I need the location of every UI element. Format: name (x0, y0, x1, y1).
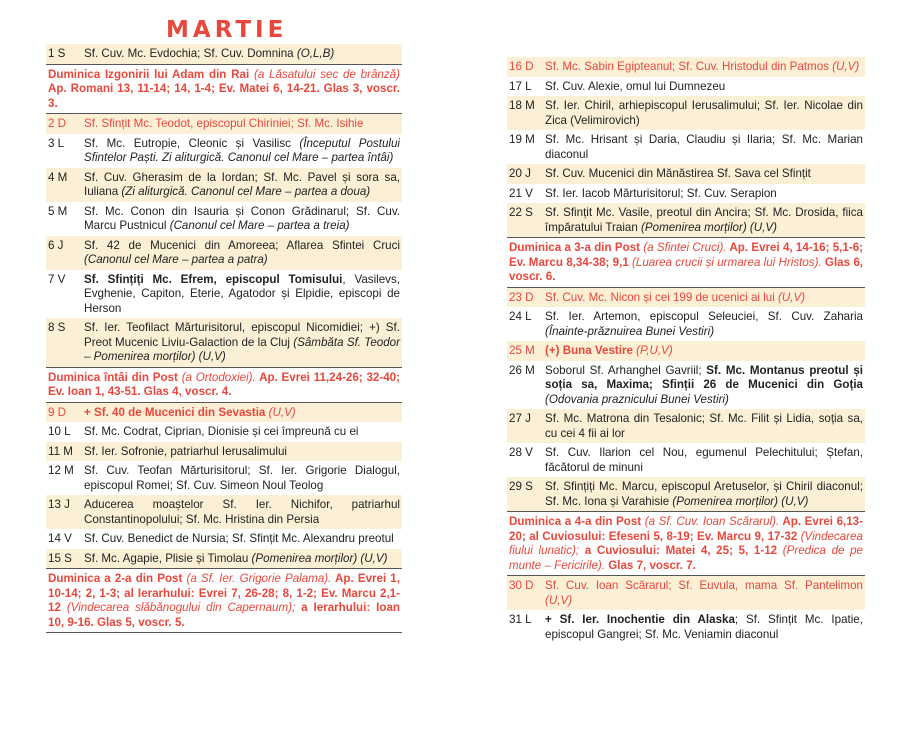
calendar-day-row (46, 461, 402, 495)
entry-text-segment: (Vindecarea fiului lunatic); (509, 529, 863, 557)
day-label: 15 S (48, 551, 72, 565)
day-label: 17 L (509, 79, 532, 93)
saints-text (545, 344, 865, 359)
entry-text-segment: (U,V) (778, 290, 806, 304)
calendar-column-right (507, 57, 865, 644)
day-label: 1 S (48, 47, 66, 60)
saints-text (545, 133, 865, 162)
entry-text-segment: Sf. Cuv. Ilarion cel Nou, egumenul Pelechitului; Ștefan, făcătorul de minuni (545, 446, 863, 474)
calendar-day-row (46, 236, 402, 270)
entry-text-segment: Sf. Cuv. Gherasim de la Iordan; Sf. Mc. Pavel și sora sa, Iuliana (84, 170, 400, 198)
entry-text-segment: Duminica Izgonirii lui Adam din Rai (48, 67, 254, 81)
saints-text (84, 47, 402, 62)
saints-text (84, 532, 402, 547)
day-label: 6 J (48, 238, 64, 252)
entry-text-segment: (Pomenirea morților) (U,V) (641, 220, 777, 234)
entry-text-segment: a Ierarhului: Ioan 10, 9-16. Glas 5, voscr. 5. (48, 601, 400, 629)
entry-text-segment: Duminica a 2-a din Post (48, 572, 187, 585)
entry-text-segment: + Sf. Ier. Inochentie din Alaska (545, 613, 735, 626)
saints-text (84, 445, 402, 460)
day-label: 9 D (48, 405, 67, 419)
entry-text-segment: (+) Buna Vestire (545, 344, 633, 357)
saints-text (84, 171, 402, 200)
saints-text (84, 205, 402, 234)
calendar-day-row (46, 318, 402, 367)
entry-text-segment: Ap. Evrei 11,24-26; 32-40; Ev. Ioan 1, 43-51. Glas 4, voscr. 4. (48, 370, 400, 398)
calendar-day-row (46, 202, 402, 236)
entry-text-segment: Aducerea moaștelor Sf. Ier. Nichifor, patriarhul Constantinopolului; Sf. Mc. Hristina din Persia (84, 498, 400, 526)
calendar-day-row (46, 495, 402, 529)
calendar-day-row (507, 57, 865, 77)
day-label: 21 V (509, 186, 533, 200)
entry-text-segment: (Canonul cel Mare – partea a patra) (84, 253, 268, 266)
day-label: 2 D (48, 117, 67, 130)
entry-text-segment: Soborul Sf. Arhanghel Gavriil; (545, 363, 707, 377)
day-label: 26 M (509, 363, 535, 377)
saints-text (545, 80, 865, 95)
entry-text-segment: Sf. Cuv. Benedict de Nursia; Sf. Sfințit Mc. Alexandru preotul (84, 532, 394, 545)
entry-text-segment: (Înainte-prăznuirea Bunei Vestiri) (545, 324, 715, 338)
entry-text-segment: Sf. Mc. Matrona din Tesalonic; Sf. Mc. Filit și Lidia, soția sa, cu cei 4 fii ai lor (545, 412, 863, 440)
entry-text-segment: Sf. Mc. Montanus preotul și soția sa, Maxima; Sfinții 26 de Mucenici din Goția (545, 363, 863, 391)
entry-text-segment: (Odovania praznicului Bunei Vestiri) (545, 392, 729, 406)
saints-text (545, 310, 865, 339)
calendar-day-row (46, 403, 402, 423)
calendar-day-row (46, 549, 402, 569)
entry-text-segment: Duminica întâi din Post (48, 370, 182, 384)
day-label: 22 S (509, 206, 533, 219)
entry-text-segment: Sf. Sfințiți Mc. Marcu, episcopul Aretuselor, și Chiril diaconul; Sf. Mc. Iona și Varahisie (545, 480, 863, 508)
saints-text (545, 291, 865, 306)
saints-text (84, 406, 402, 421)
entry-text-segment: (a Sfintei Cruci). (643, 241, 727, 254)
calendar-day-row (507, 288, 865, 308)
day-label: 16 D (509, 60, 534, 73)
entry-text-segment: Sf. Mc. Conon din Isauria și Conon Grădinarul; Sf. Cuv. Marcu Pustnicul (84, 204, 400, 232)
calendar-day-row (507, 96, 865, 130)
entry-text-segment: Sf. Ier. Chiril, arhiepiscopul Ierusalimului; Sf. Ier. Nicolae din Zica (Velimirovich) (545, 99, 863, 127)
entry-text-segment: Sf. Sfințit Mc. Teodot, episcopul Chiriniei; Sf. Mc. Isihie (84, 117, 364, 130)
entry-text-segment: Sf. Ier. Sofronie, patriarhul Ierusalimului (84, 444, 287, 458)
entry-text-segment: Ap. Evrei 6,13-20; al Cuviosului: Efeseni 5, 8-19; Ev. Marcu 9, 17-32 (509, 515, 863, 543)
entry-text-segment: (Zi aliturgică. Canonul cel Mare – partea a doua) (121, 185, 371, 198)
saints-text (545, 206, 865, 235)
entry-text-segment: ; Sf. Sfințit Mc. Ipatie, episcopul Gangrei; Sf. Mc. Veniamin diaconul (545, 613, 863, 641)
saints-text (84, 137, 402, 166)
entry-text-segment: Ap. Evrei 4, 14-16; 5,1-6; Ev. Marcu 8,34-38; 9,1 (509, 241, 863, 269)
day-label: 11 M (48, 444, 73, 458)
saints-text (545, 446, 865, 475)
entry-text-segment: Sf. Cuv. Ioan Scărarul; Sf. Euvula, mama Sf. Pantelimon (545, 579, 863, 592)
entry-text-segment: Sf. Cuv. Mc. Nicon și cei 199 de ucenici ai lui (545, 290, 779, 304)
entry-text-segment: Glas 7, voscr. 7. (605, 558, 696, 572)
entry-text-segment: Duminica a 3-a din Post (509, 241, 644, 254)
entry-text-segment: (Începutul Postului Sfintelor Paști. Zi aliturgică. Canonul cel Mare – partea întâi) (84, 136, 400, 164)
entry-text-segment: Sf. Mc. Eutropie, Cleonic și Vasilisc (84, 136, 300, 150)
calendar-day-row (46, 168, 402, 202)
day-label: 18 M (509, 99, 535, 112)
entry-text-segment: Sf. Mc. Agapie, Plisie și Timolau (84, 551, 252, 565)
calendar-day-row (507, 341, 865, 361)
day-label: 29 S (509, 480, 533, 493)
entry-text-segment: Sf. Ier. Artemon, episcopul Seleuciei, Sf. Cuv. Zaharia (545, 310, 863, 323)
entry-text-segment: (a Ortodoxiei). (181, 370, 256, 384)
calendar-day-row (507, 443, 865, 477)
calendar-day-row (507, 409, 865, 443)
sunday-readings (507, 237, 865, 288)
entry-text-segment: (Luarea crucii și urmarea lui Hristos). (632, 255, 822, 269)
entry-text-segment: Sf. Sfințit Mc. Vasile, preotul din Ancira; Sf. Mc. Drosida, fiica împăratului Traian (545, 206, 863, 234)
sunday-readings (46, 64, 402, 115)
entry-text-segment: (a Sf. Ier. Grigorie Palama). (186, 572, 332, 585)
calendar-day-row (507, 361, 865, 410)
day-label: 25 M (509, 344, 535, 357)
entry-text-segment: (Pomenirea morților) (U,V) (672, 494, 809, 508)
saints-text (545, 99, 865, 128)
entry-text-segment: Ap. Romani 13, 11-14; 14, 1-4; Ev. Matei 6, 14-21. Glas 3, voscr. 3. (48, 82, 400, 110)
calendar-day-row (46, 114, 402, 134)
entry-text-segment: (O,L,B) (296, 47, 335, 60)
entry-text-segment: Sf. Cuv. Alexie, omul lui Dumnezeu (545, 79, 726, 93)
entry-text-segment: (Canonul cel Mare – partea a treia) (169, 219, 350, 232)
calendar-day-row (507, 130, 865, 164)
day-label: 5 M (48, 204, 68, 218)
entry-text-segment: Sf. Mc. Sabin Egipteanul; Sf. Cuv. Hristodul din Patmos (545, 60, 833, 73)
day-label: 12 M (48, 464, 74, 477)
entry-text-segment: , Vasilevs, Evghenie, Capiton, Eterie, Agatodor și Elpidie, episcopi de Herson (84, 272, 400, 315)
calendar-day-row (46, 422, 402, 442)
entry-text-segment: Duminica a 4-a din Post (509, 515, 645, 528)
calendar-day-row (46, 442, 402, 462)
entry-text-segment: (P,U,V) (632, 344, 673, 357)
entry-text-segment: (Pomenirea morților) (U,V) (251, 551, 388, 565)
day-label: 3 L (48, 136, 65, 150)
entry-text-segment: Sf. Cuv. Teofan Mărturisitorul; Sf. Ier. Grigorie Dialogul, episcopul Romei; Sf. Cuv. Simeon Noul Teolog (84, 464, 400, 492)
entry-text-segment: (a Sf. Cuv. Ioan Scărarul). (644, 515, 780, 528)
saints-text (84, 321, 402, 365)
calendar-column-left (46, 44, 402, 633)
calendar-day-row (46, 529, 402, 549)
saints-text (545, 60, 865, 75)
calendar-day-row (507, 610, 865, 644)
entry-text-segment: Sf. Ier. Teofilact Mărturisitorul, episcopul Nicomidiei; +) Sf. Preot Mucenic Liviu-Galaction de la Cluj (84, 321, 400, 349)
day-label: 30 D (509, 579, 534, 592)
day-label: 20 J (509, 167, 531, 180)
saints-text (545, 579, 865, 608)
calendar-day-row (507, 203, 865, 237)
entry-text-segment: Sf. Ier. Iacob Mărturisitorul; Sf. Cuv. Serapion (545, 186, 777, 200)
saints-text (545, 480, 865, 509)
day-label: 13 J (48, 498, 70, 511)
calendar-day-row (507, 184, 865, 204)
day-label: 10 L (48, 425, 71, 438)
calendar-day-row (507, 307, 865, 341)
calendar-day-row (507, 477, 865, 511)
day-label: 28 V (509, 446, 533, 459)
entry-text-segment: Ap. Evrei 1, 10-14; 2, 1-3; al Ierarhului: Evrei 7, 26-28; 8, 1-2; Ev. Marcu 2,1-12 (48, 572, 400, 614)
day-label: 4 M (48, 170, 68, 184)
entry-text-segment: a Cuviosului: Matei 4, 25; 5, 1-12 (579, 544, 783, 557)
calendar-day-row (46, 44, 402, 64)
day-label: 31 L (509, 613, 532, 626)
saints-text (84, 498, 402, 527)
entry-text-segment: Sf. Cuv. Mucenici din Mănăstirea Sf. Sava cel Sfințit (545, 167, 811, 180)
entry-text-segment: Sf. Mc. Hrisant și Daria, Claudiu și Ilaria; Sf. Mc. Marian diaconul (545, 133, 863, 161)
entry-text-segment: (U,V) (832, 60, 860, 73)
day-label: 14 V (48, 532, 72, 545)
entry-text-segment: (Sâmbăta Sf. Teodor – Pomenirea morților) (U,V) (84, 335, 400, 363)
calendar-day-row (507, 576, 865, 610)
saints-text (84, 117, 402, 132)
saints-text (545, 167, 865, 182)
day-label: 24 L (509, 310, 532, 323)
day-label: 19 M (509, 133, 535, 146)
saints-text (84, 464, 402, 493)
sunday-readings (46, 367, 402, 403)
day-label: 7 V (48, 272, 66, 286)
sunday-readings (507, 511, 865, 576)
entry-text-segment: (U,V) (545, 593, 573, 607)
entry-text-segment: Sf. Mc. Codrat, Ciprian, Dionisie și cei împreună cu ei (84, 425, 359, 438)
saints-text (545, 613, 865, 642)
entry-text-segment: + Sf. 40 de Mucenici din Sevastia (84, 405, 266, 419)
saints-text (545, 187, 865, 202)
day-label: 8 S (48, 321, 66, 334)
saints-text (84, 273, 402, 317)
saints-text (84, 239, 402, 268)
calendar-day-row (507, 77, 865, 97)
page-title: MARTIE (166, 17, 288, 43)
calendar-day-row (46, 134, 402, 168)
saints-text (84, 552, 402, 567)
day-label: 23 D (509, 290, 534, 304)
calendar-day-row (46, 270, 402, 319)
entry-text-segment: Sf. Sfințiți Mc. Efrem, episcopul Tomisului (84, 272, 343, 286)
saints-text (545, 412, 865, 441)
sunday-readings (46, 568, 402, 633)
saints-text (84, 425, 402, 440)
entry-text-segment: (U,V) (265, 405, 296, 419)
entry-text-segment: (Predica de pe munte – Fericirile). (509, 544, 863, 572)
entry-text-segment: Sf. Cuv. Mc. Evdochia; Sf. Cuv. Domnina (84, 47, 297, 60)
day-label: 27 J (509, 412, 531, 425)
entry-text-segment: (Vindecarea slăbănogului din Capernaum); (66, 601, 296, 614)
calendar-day-row (507, 164, 865, 184)
entry-text-segment: (a Lăsatului sec de brânză) (253, 67, 400, 81)
entry-text-segment: Sf. 42 de Mucenici din Amoreea; Aflarea Sfintei Cruci (84, 238, 400, 252)
saints-text (545, 364, 865, 408)
entry-text-segment: Glas 6, voscr. 6. (509, 255, 864, 283)
